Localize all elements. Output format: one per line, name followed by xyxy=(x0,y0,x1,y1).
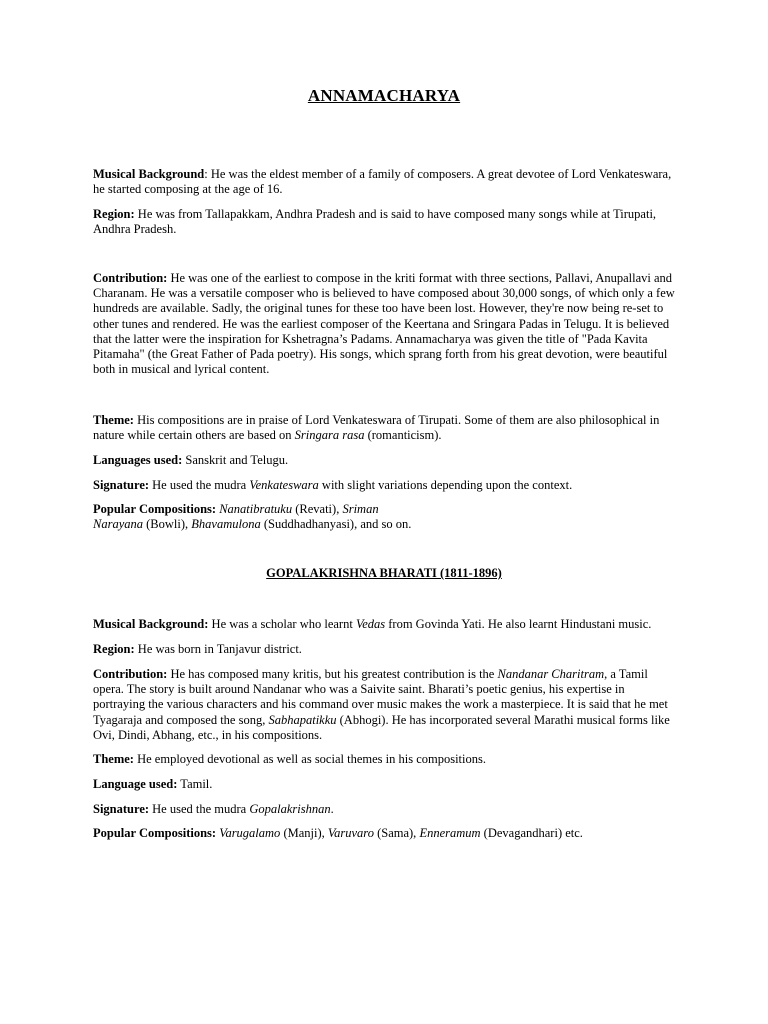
bharati-signature xyxy=(93,802,675,817)
field-label: Region: xyxy=(93,207,135,221)
field-text: He was one of the earliest to compose in the kriti format with three sections, Pallavi, Anupallavi and Charanam. He was a versatile composer who is believed to have composed about 30,000 songs, of which only a few hundreds are available. Sadly, the original tunes for these too have been lost. However, they're now being re-set to other tunes and rendered. He was the earliest composer of the Keertana and Sringara Padas in Telugu. It is believed that the latter were the inspiration for Kshetragna’s Padams. Annamacharya was given the title of "Pada Kavita Pitamaha" (the Great Father of Pada poetry). His songs, which sprang forth from his great devotion, were beautiful both in musical and lyrical content. xyxy=(93,271,675,377)
annamacharya-musical-background xyxy=(93,167,675,197)
field-text: He was a scholar who learnt xyxy=(208,617,356,631)
field-italic: Sringara rasa xyxy=(294,428,365,443)
field-text: He was from Tallapakkam, Andhra Pradesh and is said to have composed many songs while at Tirupati, Andhra Pradesh. xyxy=(93,207,657,237)
composition: Bhavamulona xyxy=(191,517,261,532)
field-text: : He was the eldest member of a family of composers. A great devotee of Lord Venkateswara, he started composing at the age of 16. xyxy=(93,167,672,197)
annamacharya-contribution xyxy=(93,271,675,377)
field-label: Contribution: xyxy=(93,667,168,681)
field-label: Region: xyxy=(93,642,135,656)
annamacharya-languages xyxy=(93,453,675,468)
field-label: Signature: xyxy=(93,478,150,492)
raga: (Bowli), xyxy=(143,517,192,532)
composition: Enneramum xyxy=(419,826,481,840)
bharati-language xyxy=(93,777,675,792)
raga: (Manji), xyxy=(280,826,328,840)
raga: (Suddhadhanyasi), and so on. xyxy=(260,517,412,532)
field-label: Languages used: xyxy=(93,453,183,467)
field-text: from Govinda Yati. He also learnt Hindustani music. xyxy=(385,617,652,631)
bharati-musical-background xyxy=(93,617,675,632)
raga: (Devagandhari) etc. xyxy=(480,826,583,840)
field-text: , a Tamil opera. The story is built around Nandanar who was a Saivite saint. Bharati’s poetic genius, his expertise in portraying the various characters and his command over music makes the work a masterpiece. It is said that he met Tyagaraja and composed the song, xyxy=(93,667,668,727)
field-label: Popular Compositions: xyxy=(93,502,217,516)
bharati-popular-compositions xyxy=(93,826,675,841)
annamacharya-signature xyxy=(93,478,675,493)
field-label: Musical Background: xyxy=(93,617,209,631)
field-label: Theme: xyxy=(93,413,134,427)
field-text: He was born in Tanjavur district. xyxy=(134,642,302,656)
field-text: (Abhogi). He has incorporated several Marathi musical forms like Ovi, Dindi, Abhang, etc., in his compositions. xyxy=(93,712,670,742)
field-text: Tamil. xyxy=(177,777,213,791)
composition: Varuvaro xyxy=(327,826,374,840)
annamacharya-region xyxy=(93,207,675,237)
composition: Sriman xyxy=(342,502,379,516)
annamacharya-popular-compositions xyxy=(93,502,675,532)
field-text: His compositions are in praise of Lord Venkateswara of Tirupati. Some of them are also philosophical in nature while certain others are based on xyxy=(93,413,660,443)
field-italic: Venkateswara xyxy=(249,478,319,492)
bharati-theme xyxy=(93,752,675,767)
composition: Varugalamo xyxy=(219,826,281,840)
raga: (Sama), xyxy=(373,826,420,840)
field-italic: Nandanar Charitram xyxy=(497,667,605,681)
field-text: He employed devotional as well as social themes in his compositions. xyxy=(133,752,486,766)
field-italic: Sabhapatikku xyxy=(268,712,337,727)
raga: (Revati), xyxy=(292,502,343,516)
field-text: Sanskrit and Telugu. xyxy=(182,453,289,467)
field-label: Signature: xyxy=(93,802,150,816)
field-text: He used the mudra xyxy=(149,802,250,816)
composition: Nanatibratuku xyxy=(219,502,293,516)
bharati-region xyxy=(93,642,675,657)
field-italic: Vedas xyxy=(355,617,386,631)
field-label: Language used: xyxy=(93,777,178,791)
field-label: Musical Background xyxy=(93,167,205,181)
bharati-contribution xyxy=(93,667,675,743)
field-text: (romanticism). xyxy=(364,428,442,443)
field-text: He has composed many kritis, but his greatest contribution is the xyxy=(167,667,498,681)
field-italic: Gopalakrishnan xyxy=(249,802,331,816)
field-text: He used the mudra xyxy=(149,478,250,492)
section-title: GOPALAKRISHNA BHARATI (1811-1896) xyxy=(266,566,502,580)
page-title: ANNAMACHARYA xyxy=(307,86,461,105)
composition: Narayana xyxy=(93,517,143,532)
field-text: with slight variations depending upon the context. xyxy=(318,478,573,492)
annamacharya-theme xyxy=(93,413,675,443)
field-label: Contribution: xyxy=(93,271,168,285)
field-label: Popular Compositions: xyxy=(93,826,217,840)
field-text: . xyxy=(330,802,334,816)
field-label: Theme: xyxy=(93,752,134,766)
